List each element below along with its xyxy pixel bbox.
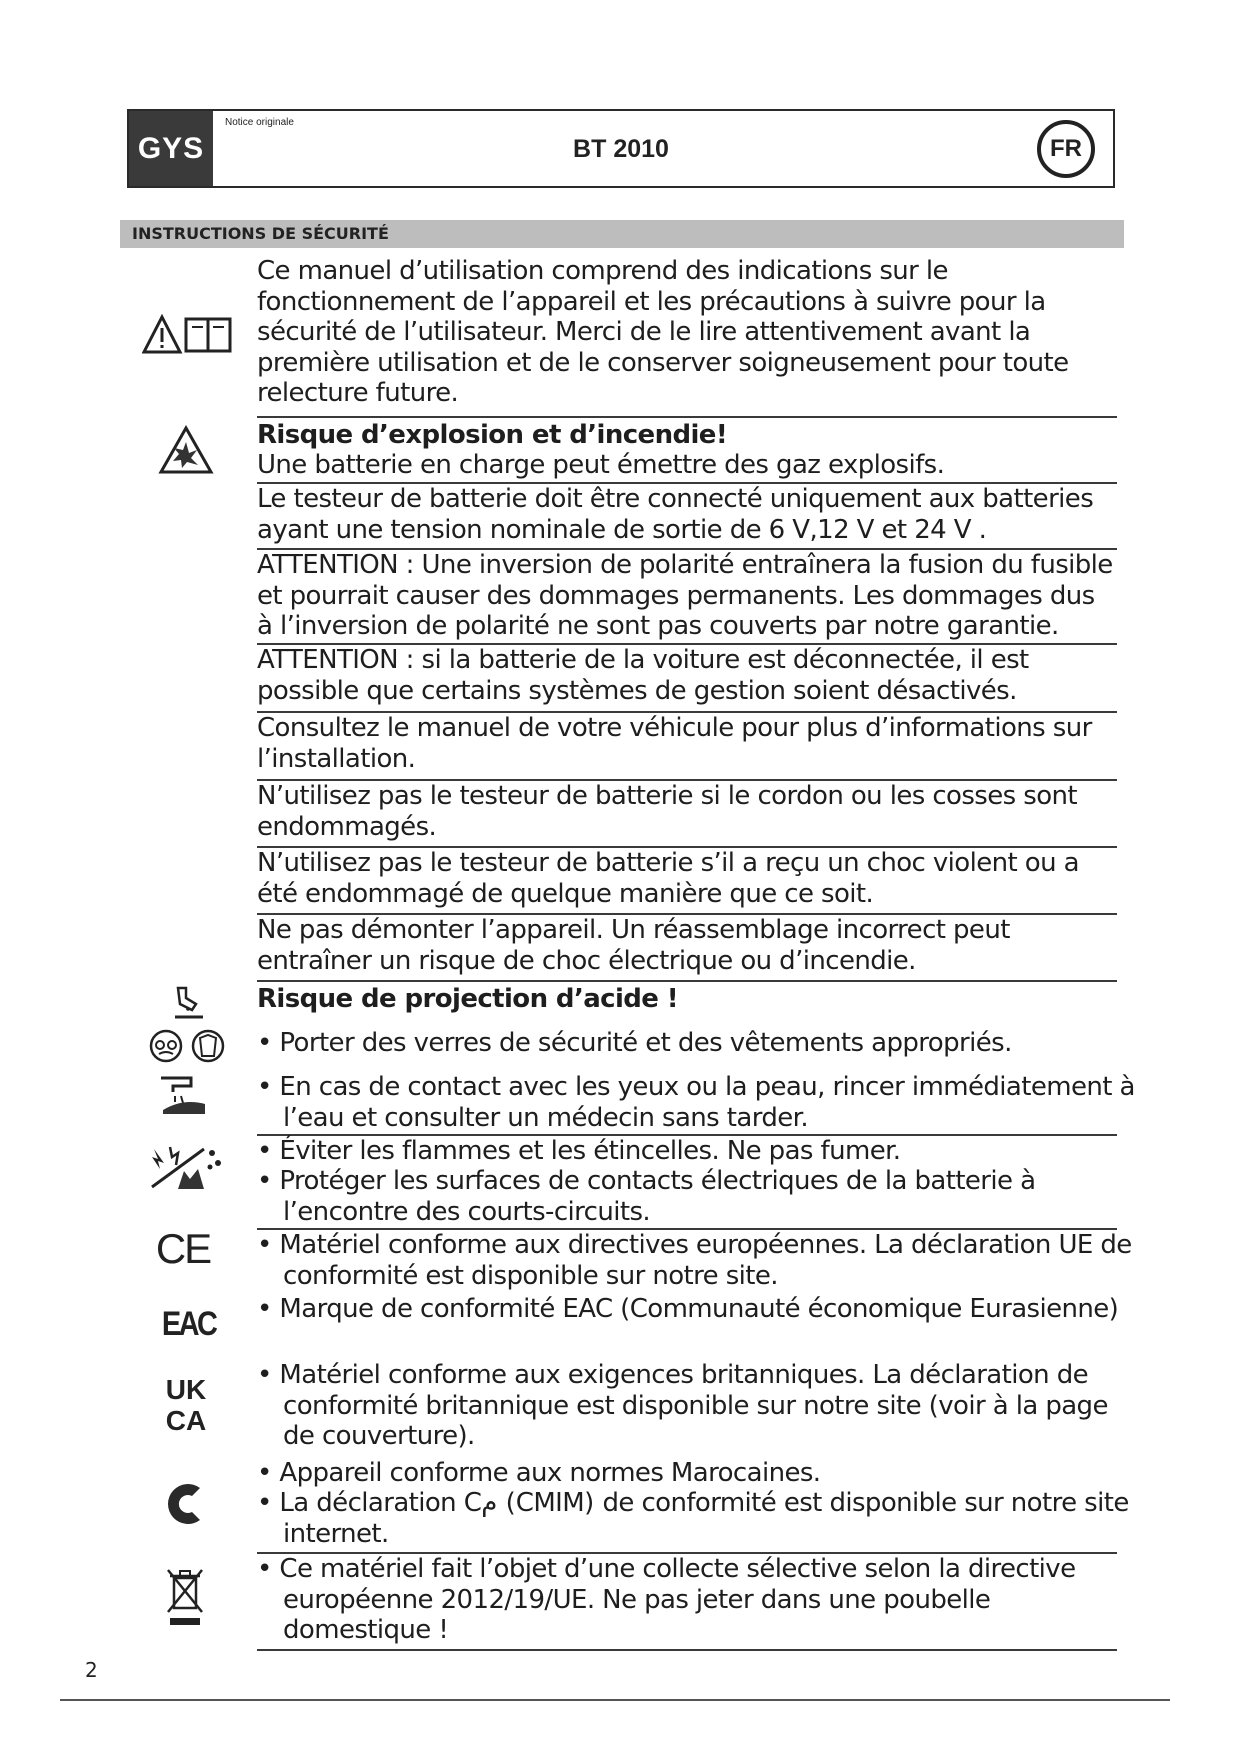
intro-paragraph: Ce manuel d’utilisation comprend des indications sur le fonctionnement de l’appareil et les précautions à suivre pour la sécurité de l’utilisateur. Merci de le lire attentivement avant la première utilisation et de le conserver soigneusement pour toute relecture future.: [257, 256, 1069, 408]
divider: [257, 1649, 1117, 1651]
no-flames-no-smoking-icon: [148, 1143, 224, 1193]
morocco-norms-item: • Appareil conforme aux normes Marocaines.: [257, 1458, 821, 1488]
page-number: 2: [85, 1658, 98, 1682]
section-heading: INSTRUCTIONS DE SÉCURITÉ: [120, 220, 1124, 248]
polarity-warning-text: ATTENTION : Une inversion de polarité entraînera la fusion du fusible et pourrait causer des dommages permanents. Les dommages dus à l’inversion de polarité ne sont pas couverts par notre garantie.: [257, 550, 1113, 641]
notice-label: Notice originale: [225, 117, 294, 128]
explosion-warning-icon: [158, 425, 214, 475]
explosive-gas-text: Une batterie en charge peut émettre des gaz explosifs.: [257, 450, 945, 480]
divider: [257, 980, 1117, 982]
ce-mark-icon: CE: [155, 1225, 211, 1272]
ukca-conformity-item: • Matériel conforme aux exigences britanniques. La déclaration de conformité britannique est disponible sur notre site (voir à la page de couverture).: [257, 1360, 1108, 1451]
weee-crossed-bin-icon: [165, 1566, 205, 1628]
safety-glasses-item: • Porter des verres de sécurité et des vêtements appropriés.: [257, 1028, 1012, 1058]
weee-item: • Ce matériel fait l’objet d’une collecte sélective selon la directive européenne 2012/19/UE. Ne pas jeter dans une poubelle domestique !: [257, 1554, 1076, 1645]
warning-read-manual-icon: [142, 314, 234, 356]
consult-manual-text: Consultez le manuel de votre véhicule pour plus d’informations sur l’installation.: [257, 713, 1092, 774]
ce-conformity-item: • Matériel conforme aux directives européennes. La déclaration UE de conformité est disponible sur notre site.: [257, 1230, 1132, 1291]
cmim-declaration-item: • La déclaration Cم (CMIM) de conformité est disponible sur notre site internet.: [257, 1488, 1129, 1549]
model-title: BT 2010: [573, 135, 669, 163]
disconnect-warning-text: ATTENTION : si la batterie de la voiture est déconnectée, il est possible que certains systèmes de gestion soient désactivés.: [257, 645, 1029, 706]
no-flames-item: • Éviter les flammes et les étincelles. Ne pas fumer.: [257, 1136, 901, 1166]
short-circuit-item: • Protéger les surfaces de contacts électriques de la batterie à l’encontre des courts-circuits.: [257, 1166, 1036, 1227]
damaged-cable-text: N’utilisez pas le testeur de batterie si le cordon ou les cosses sont endommagés.: [257, 781, 1077, 842]
violent-shock-text: N’utilisez pas le testeur de batterie s’il a reçu un choc violent ou a été endommagé de quelque manière que ce soit.: [257, 848, 1079, 909]
language-badge: FR: [1037, 120, 1095, 178]
eac-mark-item: • Marque de conformité EAC (Communauté économique Eurasienne): [257, 1294, 1119, 1324]
gys-logo: GYS: [129, 111, 213, 186]
divider: [257, 416, 1117, 418]
acid-risk-heading: Risque de projection d’acide !: [257, 984, 679, 1014]
acid-hazard-icon: [172, 984, 206, 1020]
ukca-mark-icon: UK CA: [165, 1374, 207, 1436]
goggles-clothing-icon: [148, 1028, 228, 1064]
document-header: [127, 109, 1115, 188]
eye-contact-item: • En cas de contact avec les yeux ou la peau, rincer immédiatement à l’eau et consulter un médecin sans tarder.: [257, 1072, 1135, 1133]
explosion-risk-heading: Risque d’explosion et d’incendie!: [257, 420, 728, 450]
eac-mark-icon: EAC: [161, 1305, 216, 1343]
footer-rule: [60, 1699, 1170, 1701]
rinse-eyes-icon: [157, 1074, 213, 1118]
cmim-mark-icon: [160, 1480, 208, 1528]
no-disassembly-text: Ne pas démonter l’appareil. Un réassemblage incorrect peut entraîner un risque de choc électrique ou d’incendie.: [257, 915, 1010, 976]
tester-voltage-text: Le testeur de batterie doit être connecté uniquement aux batteries ayant une tension nominale de sortie de 6 V,12 V et 24 V .: [257, 484, 1094, 545]
